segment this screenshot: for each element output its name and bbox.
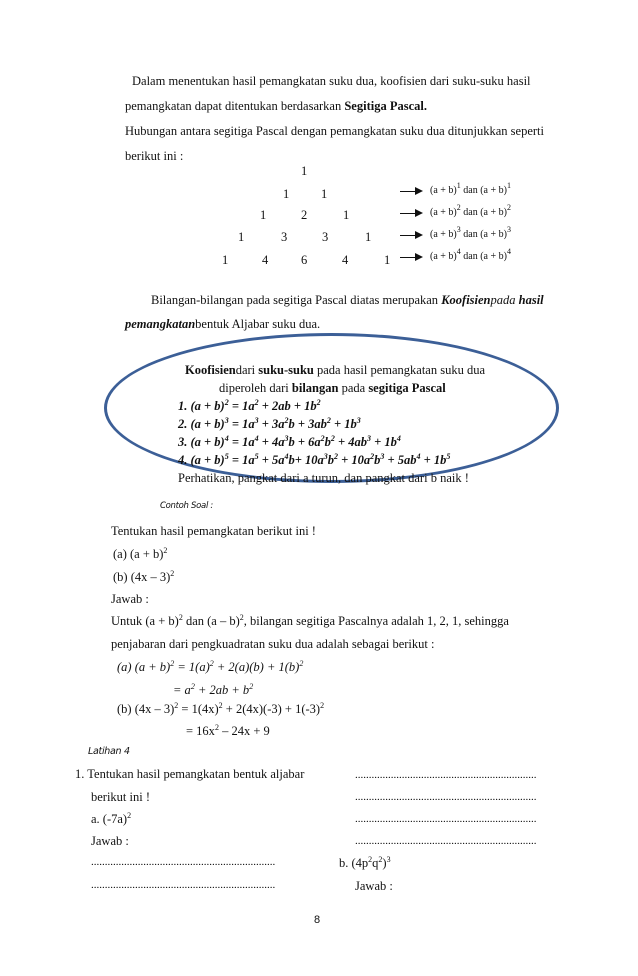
intro-line-1: Dalam menentukan hasil pemangkatan suku dua, koofisien dari suku-suku hasil (132, 74, 531, 88)
intro-line-4: berikut ini : (125, 149, 184, 163)
power-formula: $(a + b)^1$ dan $(a + b)^1$ (430, 181, 511, 196)
pascal-number: 1 (238, 230, 245, 244)
page-number: 8 (314, 914, 321, 926)
pascal-number: 4 (342, 253, 349, 267)
arrow-head-icon (415, 253, 423, 261)
intro-line-2: pemangkatan dapat ditentukan berdasarkan Segitiga Pascal. (125, 99, 427, 113)
power-formula: $(a + b)^2$ dan $(a + b)^2$ (430, 203, 511, 218)
pascal-number: 1 (343, 208, 350, 222)
answer-dots: .................................................................. (355, 769, 537, 781)
example-answer-line-2: penjabaran dari pengkuadratan suku dua adalah sebagai berikut : (111, 637, 435, 651)
solution-b-line-2: = $16x^2 - 24x + 9$ (186, 723, 270, 738)
example-a: (a) $(a + b)^2$ (113, 546, 168, 561)
arrow-head-icon (415, 231, 423, 239)
exercise-item-b: b. $(4p^2q^2)^3$ (339, 855, 391, 870)
example-answer-line-1: Untuk $(a + b)^2$ dan (a – b)$^2$, bilangan segitiga Pascalnya adalah 1, 2, 1, sehingga (111, 613, 509, 628)
pascal-number: 1 (365, 230, 372, 244)
box-title-line-1: Koofisiendari suku-suku pada hasil pemangkatan suku dua (185, 363, 486, 377)
pascal-number: 1 (384, 253, 391, 267)
pascal-number: 1 (283, 187, 290, 201)
answer-dots: ................................................................... (91, 856, 276, 868)
pascal-number: 2 (301, 208, 308, 222)
exercise-question-1: 1. Tentukan hasil pemangkatan bentuk aljabar (75, 767, 305, 781)
power-formula: $(a + b)^4$ dan $(a + b)^4$ (430, 247, 511, 262)
pascal-number: 1 (222, 253, 229, 267)
pascal-number: 1 (260, 208, 267, 222)
example-instruction: Tentukan hasil pemangkatan berikut ini ! (111, 524, 316, 538)
box-formula-3: 3. $(a + b)^4 = 1a^4 + 4a^3b + 6a^2b^2 + 4ab^3 + 1b^4$ (178, 434, 401, 449)
exercise-item-a: a. $(-7a)^2$ (91, 811, 132, 826)
pascal-number: 1 (321, 187, 328, 201)
box-title-line-2: diperoleh dari bilangan pada segitiga Pascal (219, 381, 446, 395)
exercise-jawab-a: Jawab : (91, 834, 129, 848)
exercise-question-1-cont: berikut ini ! (91, 790, 151, 804)
pascal-number: 1 (301, 164, 308, 178)
paragraph-2-line-2: pemangkatanbentuk Aljabar suku dua. (125, 317, 321, 331)
arrow-icon (400, 257, 416, 258)
box-formula-1: 1. $(a + b)^2 = 1a^2 + 2ab + 1b^2$ (178, 398, 321, 413)
exercise-label: Latihan 4 (88, 746, 130, 757)
arrow-icon (400, 213, 416, 214)
solution-b-line-1: (b) $(4x - 3)^2 = 1(4x)^2 + 2(4x)(-3) + 1(-3)^2$ (117, 701, 325, 716)
intro-line-3: Hubungan antara segitiga Pascal dengan pemangkatan suku dua ditunjukkan seperti (125, 124, 544, 138)
pascal-number: 3 (281, 230, 288, 244)
answer-dots: .................................................................. (355, 791, 537, 803)
arrow-icon (400, 235, 416, 236)
arrow-head-icon (415, 187, 423, 195)
box-note: Perhatikan, pangkat dari a turun, dan pangkat dari b naik ! (178, 471, 469, 485)
pascal-number: 4 (262, 253, 269, 267)
arrow-icon (400, 191, 416, 192)
box-formula-4: 4. $(a + b)^5 = 1a^5 + 5a^4b+ 10a^3b^2 + 10a^2b^3 + 5ab^4 + 1b^5$ (178, 452, 451, 467)
pascal-number: 3 (322, 230, 329, 244)
solution-a-line-1: (a) $(a + b)^2 = 1(a)^2 + 2(a)(b) + 1(b)^2$ (117, 659, 304, 674)
answer-dots: .................................................................. (355, 813, 537, 825)
pascal-number: 6 (301, 253, 308, 267)
answer-dots: ................................................................... (91, 879, 276, 891)
example-label: Contoh Soal : (160, 501, 213, 511)
example-jawab: Jawab : (111, 592, 149, 606)
power-formula: $(a + b)^3$ dan $(a + b)^3$ (430, 225, 511, 240)
paragraph-2-line-1: Bilangan-bilangan pada segitiga Pascal diatas merupakan Koofisienpada hasil (151, 293, 544, 307)
example-b: (b) (4x – 3)$^2$ (113, 569, 175, 584)
exercise-jawab-b: Jawab : (355, 879, 393, 893)
box-formula-2: 2. $(a + b)^3 = 1a^3 + 3a^2b + 3ab^2 + 1b^3$ (178, 416, 361, 431)
solution-a-line-2: = $a^2 + 2ab + b^2$ (173, 682, 254, 697)
arrow-head-icon (415, 209, 423, 217)
answer-dots: .................................................................. (355, 835, 537, 847)
